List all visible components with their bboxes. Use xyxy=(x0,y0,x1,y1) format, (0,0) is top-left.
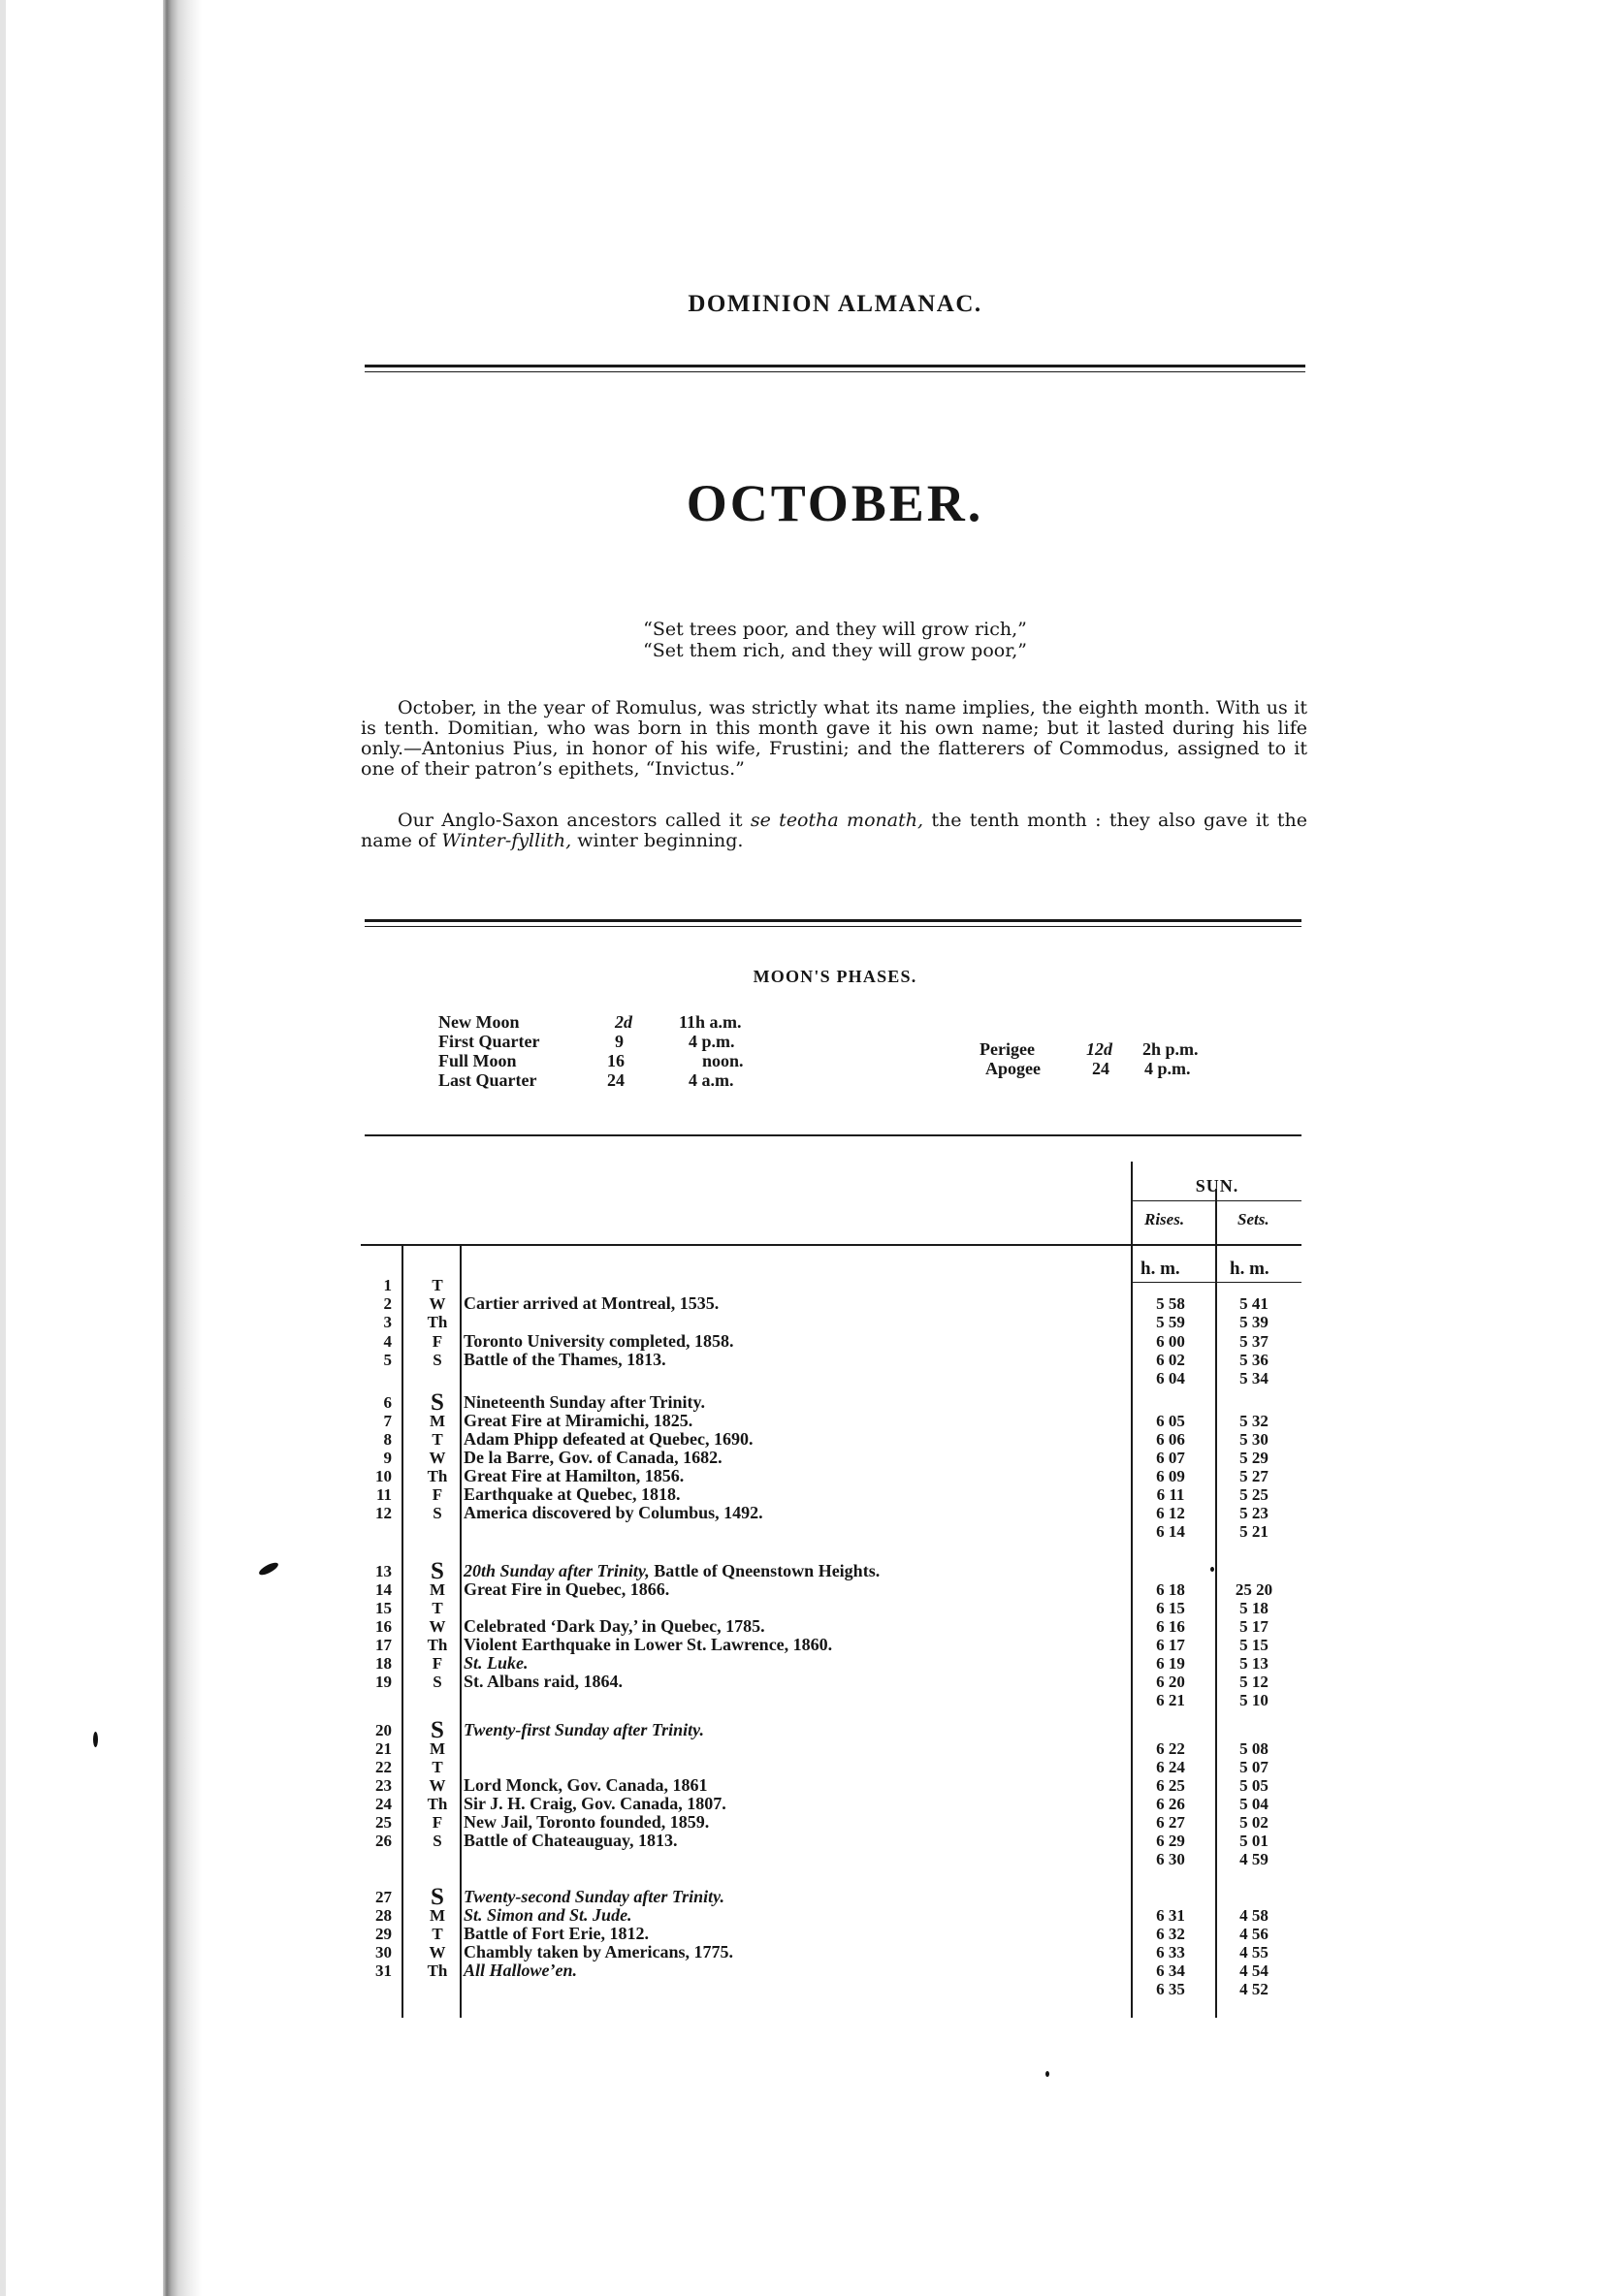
weekday: T xyxy=(432,1758,443,1776)
sun-sets: 5 01 xyxy=(1239,1832,1269,1850)
sun-rises: 6 35 xyxy=(1156,1980,1185,1998)
sun-rises: 6 25 xyxy=(1156,1776,1185,1795)
weekday: Th xyxy=(427,1795,448,1813)
apogee-time: 4 p.m. xyxy=(1144,1059,1191,1078)
sun-rises: 6 02 xyxy=(1156,1351,1185,1369)
table-row xyxy=(359,1599,1309,1617)
day-number: 8 xyxy=(383,1430,392,1449)
sun-sets: 25 20 xyxy=(1235,1580,1273,1599)
sun-rises: 6 19 xyxy=(1156,1654,1185,1673)
sun-rises: 6 12 xyxy=(1156,1504,1185,1522)
event-text xyxy=(464,1562,1104,1580)
sun-rises: 6 27 xyxy=(1156,1813,1185,1832)
sun-sets: 5 30 xyxy=(1239,1430,1269,1449)
sun-sets: 5 36 xyxy=(1239,1351,1269,1369)
para2-after: winter beginning. xyxy=(571,830,744,851)
weekday: M xyxy=(429,1739,446,1758)
weekday: Th xyxy=(427,1961,448,1980)
event-text: Adam Phipp defeated at Quebec, 1690. xyxy=(464,1429,754,1449)
sun-sets: 4 56 xyxy=(1239,1925,1269,1943)
day-number: 29 xyxy=(375,1925,392,1943)
weekday: T xyxy=(432,1925,443,1943)
day-number: 21 xyxy=(375,1739,392,1758)
table-row xyxy=(359,1276,1309,1294)
day-number: 10 xyxy=(375,1467,392,1485)
sets-header: Sets. xyxy=(1237,1210,1269,1228)
weekday: T xyxy=(432,1276,443,1294)
event-text: Twenty-first Sunday after Trinity. xyxy=(464,1720,705,1739)
event-text: Earthquake at Quebec, 1818. xyxy=(464,1484,681,1504)
table-row xyxy=(359,1522,1309,1541)
table-row xyxy=(359,1449,1309,1467)
day-number: 9 xyxy=(383,1449,392,1467)
event-text: Celebrated ‘Dark Day,’ in Quebec, 1785. xyxy=(464,1616,765,1636)
table-row xyxy=(359,1673,1309,1691)
weekday: S xyxy=(431,1884,444,1910)
sun-sets: 5 10 xyxy=(1239,1691,1269,1709)
sun-sets: 5 05 xyxy=(1239,1776,1269,1795)
ink-mark xyxy=(1210,1567,1214,1572)
weekday: Th xyxy=(427,1636,448,1654)
event-text: St. Albans raid, 1864. xyxy=(464,1672,624,1691)
day-number: 30 xyxy=(375,1943,392,1961)
event-text: St. Luke. xyxy=(464,1653,529,1673)
event-text: Great Fire at Miramichi, 1825. xyxy=(464,1411,693,1430)
table-row xyxy=(359,1389,1309,1416)
sun-sets: 5 17 xyxy=(1239,1617,1269,1636)
sun-rises: 6 05 xyxy=(1156,1412,1185,1430)
event-text: Chambly taken by Americans, 1775. xyxy=(464,1942,734,1961)
sun-header: SUN. xyxy=(1195,1176,1239,1196)
sun-rises: 6 29 xyxy=(1156,1832,1185,1850)
sun-sets: 5 39 xyxy=(1239,1313,1269,1331)
epigraph-line-2: “Set them rich, and they will grow poor,” xyxy=(643,640,1027,661)
header-rule xyxy=(365,365,1305,372)
weekday: Th xyxy=(427,1313,448,1331)
table-row xyxy=(359,1739,1309,1758)
day-number: 1 xyxy=(383,1276,392,1294)
phase-name: Last Quarter xyxy=(438,1070,537,1090)
table-row xyxy=(359,1832,1309,1850)
weekday: F xyxy=(432,1332,443,1351)
table-row xyxy=(359,1430,1309,1449)
moons-phases-title: MOON'S PHASES. xyxy=(753,967,917,986)
event-text: All Hallowe’en. xyxy=(464,1961,577,1980)
perigee-name: Perigee xyxy=(980,1039,1035,1059)
weekday: S xyxy=(433,1351,442,1369)
day-number: 25 xyxy=(375,1813,392,1832)
table-row xyxy=(359,1691,1309,1709)
event-text: De la Barre, Gov. of Canada, 1682. xyxy=(464,1448,723,1467)
perigee-time: 2h p.m. xyxy=(1142,1039,1199,1059)
table-row xyxy=(359,1980,1309,1998)
epigraph-line-1: “Set trees poor, and they will grow rich,” xyxy=(643,619,1027,640)
ink-mark xyxy=(93,1732,98,1747)
sun-rises: 6 16 xyxy=(1156,1617,1185,1636)
weekday: W xyxy=(429,1449,446,1467)
epigraph xyxy=(365,619,1305,661)
sun-sets: 5 27 xyxy=(1239,1467,1269,1485)
sun-sets: 5 23 xyxy=(1239,1504,1269,1522)
day-number: 24 xyxy=(375,1795,392,1813)
table-row xyxy=(359,1758,1309,1776)
day-number: 19 xyxy=(375,1673,392,1691)
day-number: 20 xyxy=(375,1721,392,1739)
weekday: S xyxy=(433,1673,442,1691)
day-number: 26 xyxy=(375,1832,392,1850)
day-number: 18 xyxy=(375,1654,392,1673)
table-top-rule xyxy=(361,1244,1301,1246)
sun-sets: 5 21 xyxy=(1239,1522,1269,1541)
weekday: S xyxy=(433,1504,442,1522)
phase-day: 16 xyxy=(607,1051,625,1070)
phase-name: New Moon xyxy=(438,1012,520,1032)
sun-sets: 5 32 xyxy=(1239,1412,1269,1430)
day-number: 3 xyxy=(383,1313,392,1331)
phase-time: noon. xyxy=(702,1051,744,1070)
day-number: 13 xyxy=(375,1562,392,1580)
event-text: Sir J. H. Craig, Gov. Canada, 1807. xyxy=(464,1794,726,1813)
sun-rises: 6 04 xyxy=(1156,1369,1185,1387)
sets-units: h. m. xyxy=(1230,1259,1269,1279)
weekday: S xyxy=(431,1389,444,1416)
sun-rises: 6 24 xyxy=(1156,1758,1185,1776)
weekday: W xyxy=(429,1776,446,1795)
table-row xyxy=(359,1925,1309,1943)
sun-rises: 6 18 xyxy=(1156,1580,1185,1599)
sun-sets: 5 18 xyxy=(1239,1599,1269,1617)
table-row xyxy=(359,1717,1309,1743)
table-row xyxy=(359,1654,1309,1673)
table-row xyxy=(359,1906,1309,1925)
event-rest: Battle of Qneenstown Heights. xyxy=(649,1561,881,1580)
table-row xyxy=(359,1795,1309,1813)
phases-rule xyxy=(365,1134,1301,1136)
sun-sets: 5 04 xyxy=(1239,1795,1269,1813)
weekday: M xyxy=(429,1412,446,1430)
day-number: 4 xyxy=(383,1332,392,1351)
weekday: S xyxy=(433,1832,442,1850)
day-number: 5 xyxy=(383,1351,392,1369)
day-number: 17 xyxy=(375,1636,392,1654)
event-text: Violent Earthquake in Lower St. Lawrence, 1860. xyxy=(464,1635,833,1654)
month-title: OCTOBER. xyxy=(686,474,984,532)
weekday: W xyxy=(429,1943,446,1961)
sun-sets: 5 34 xyxy=(1239,1369,1269,1387)
para2-term2: Winter-fyllith, xyxy=(441,830,572,851)
table-row xyxy=(359,1636,1309,1654)
weekday: W xyxy=(429,1617,446,1636)
day-number: 11 xyxy=(375,1485,392,1504)
phase-day: 24 xyxy=(607,1070,625,1090)
sun-rises: 6 31 xyxy=(1156,1906,1185,1925)
sun-rises: 6 21 xyxy=(1156,1691,1185,1709)
sun-rises: 6 00 xyxy=(1156,1332,1185,1351)
sun-sets: 5 29 xyxy=(1239,1449,1269,1467)
sun-sets: 4 59 xyxy=(1239,1850,1269,1868)
sun-sets: 5 37 xyxy=(1239,1332,1269,1351)
day-number: 16 xyxy=(375,1617,392,1636)
table-row xyxy=(359,1351,1309,1369)
phase-day: 2d xyxy=(615,1012,632,1032)
sun-rises: 6 20 xyxy=(1156,1673,1185,1691)
event-text: Toronto University completed, 1858. xyxy=(464,1331,734,1351)
event-text: Battle of the Thames, 1813. xyxy=(464,1350,666,1369)
event-text: Twenty-second Sunday after Trinity. xyxy=(464,1887,724,1906)
event-text: America discovered by Columbus, 1492. xyxy=(464,1503,763,1522)
weekday: T xyxy=(432,1599,443,1617)
sun-rises: 6 11 xyxy=(1156,1485,1185,1504)
para2-term1: se teotha monath, xyxy=(750,810,923,831)
sun-rises: 6 14 xyxy=(1156,1522,1185,1541)
section-rule xyxy=(365,919,1301,927)
day-number: 28 xyxy=(375,1906,392,1925)
day-number: 23 xyxy=(375,1776,392,1795)
sun-sets: 5 25 xyxy=(1239,1485,1269,1504)
sun-sets: 5 41 xyxy=(1239,1294,1269,1313)
day-number: 2 xyxy=(383,1294,392,1313)
event-italic: 20th Sunday after Trinity, xyxy=(464,1561,650,1580)
phase-time: 4 p.m. xyxy=(689,1032,735,1051)
weekday: S xyxy=(431,1717,444,1743)
table-row xyxy=(359,1850,1309,1868)
sun-sets: 5 15 xyxy=(1239,1636,1269,1654)
sun-rises: 6 07 xyxy=(1156,1449,1185,1467)
sun-rises: 6 34 xyxy=(1156,1961,1185,1980)
table-row xyxy=(359,1943,1309,1961)
sun-sets: 5 12 xyxy=(1239,1673,1269,1691)
day-number: 7 xyxy=(383,1412,392,1430)
sun-rises: 5 58 xyxy=(1156,1294,1185,1313)
day-number: 6 xyxy=(383,1393,392,1412)
sun-rises: 6 22 xyxy=(1156,1739,1185,1758)
event-text: Battle of Chateauguay, 1813. xyxy=(464,1831,678,1850)
phase-name: First Quarter xyxy=(438,1032,540,1051)
sun-sets: 5 08 xyxy=(1239,1739,1269,1758)
day-number: 14 xyxy=(375,1580,392,1599)
sun-sets: 5 02 xyxy=(1239,1813,1269,1832)
table-row xyxy=(359,1467,1309,1485)
ink-mark xyxy=(257,1560,279,1577)
event-text: New Jail, Toronto founded, 1859. xyxy=(464,1812,710,1832)
perigee-day: 12d xyxy=(1086,1039,1112,1059)
event-text: Battle of Fort Erie, 1812. xyxy=(464,1924,649,1943)
table-row xyxy=(359,1617,1309,1636)
para2-middle: the tenth month : they also gave it the name of xyxy=(361,810,1307,851)
sun-sets: 5 13 xyxy=(1239,1654,1269,1673)
rises-header: Rises. xyxy=(1144,1210,1185,1228)
event-text: Great Fire at Hamilton, 1856. xyxy=(464,1466,685,1485)
table-row xyxy=(359,1776,1309,1795)
table-row xyxy=(359,1580,1309,1599)
event-text: St. Simon and St. Jude. xyxy=(464,1905,632,1925)
table-row xyxy=(359,1813,1309,1832)
weekday: M xyxy=(429,1580,446,1599)
phase-time: 4 a.m. xyxy=(689,1070,734,1090)
sun-rises: 6 32 xyxy=(1156,1925,1185,1943)
sun-rises: 6 06 xyxy=(1156,1430,1185,1449)
event-text: Great Fire in Quebec, 1866. xyxy=(464,1579,670,1599)
day-number: 31 xyxy=(375,1961,392,1980)
weekday: Th xyxy=(427,1467,448,1485)
sun-rises: 6 33 xyxy=(1156,1943,1185,1961)
event-text: Nineteenth Sunday after Trinity. xyxy=(464,1392,706,1412)
table-row xyxy=(359,1884,1309,1910)
event-text: Lord Monck, Gov. Canada, 1861 xyxy=(464,1775,708,1795)
table-row xyxy=(359,1369,1309,1387)
weekday: F xyxy=(432,1485,443,1504)
intro-paragraph: October, in the year of Romulus, was strictly what its name implies, the eighth month. With us it is tenth. Domitian, who was born in this month gave it his own name; but it lasted during his life only.—Antonius Pius, in honor of his wife, Frustini; and the flatterers of Commodus, assigned to it one of their patron’s epithets, “Invictus.” xyxy=(361,697,1307,780)
sun-rises: 5 59 xyxy=(1156,1313,1185,1331)
table-row xyxy=(359,1558,1309,1584)
weekday: F xyxy=(432,1813,443,1832)
table-row xyxy=(359,1332,1309,1351)
day-number: 22 xyxy=(375,1758,392,1776)
table-row xyxy=(359,1294,1309,1313)
sun-rises: 6 09 xyxy=(1156,1467,1185,1485)
table-row xyxy=(359,1485,1309,1504)
weekday: S xyxy=(431,1558,444,1584)
table-row xyxy=(359,1961,1309,1980)
ink-mark xyxy=(1045,2071,1049,2077)
sun-sets: 4 52 xyxy=(1239,1980,1269,1998)
running-head: DOMINION ALMANAC. xyxy=(688,291,982,317)
apogee-name: Apogee xyxy=(985,1059,1041,1078)
weekday: F xyxy=(432,1654,443,1673)
day-number: 27 xyxy=(375,1888,392,1906)
phase-time: 11h a.m. xyxy=(679,1012,742,1032)
weekday: T xyxy=(432,1430,443,1449)
sun-rises: 6 30 xyxy=(1156,1850,1185,1868)
sun-sets: 4 58 xyxy=(1239,1906,1269,1925)
weekday: W xyxy=(429,1294,446,1313)
para2-before: Our Anglo-Saxon ancestors called it xyxy=(398,810,751,831)
anglo-saxon-paragraph xyxy=(361,811,1307,851)
day-number: 15 xyxy=(375,1599,392,1617)
day-number: 12 xyxy=(375,1504,392,1522)
phase-name: Full Moon xyxy=(438,1051,517,1070)
sun-rises: 6 15 xyxy=(1156,1599,1185,1617)
rises-units: h. m. xyxy=(1140,1259,1180,1279)
table-row xyxy=(359,1313,1309,1331)
sun-rises: 6 26 xyxy=(1156,1795,1185,1813)
event-text: Cartier arrived at Montreal, 1535. xyxy=(464,1293,720,1313)
sun-sets: 4 55 xyxy=(1239,1943,1269,1961)
sun-sets: 4 54 xyxy=(1239,1961,1269,1980)
table-row xyxy=(359,1504,1309,1522)
sun-sets: 5 07 xyxy=(1239,1758,1269,1776)
weekday: M xyxy=(429,1906,446,1925)
table-row xyxy=(359,1412,1309,1430)
apogee-day: 24 xyxy=(1092,1059,1109,1078)
sun-rises: 6 17 xyxy=(1156,1636,1185,1654)
phase-day: 9 xyxy=(615,1032,624,1051)
